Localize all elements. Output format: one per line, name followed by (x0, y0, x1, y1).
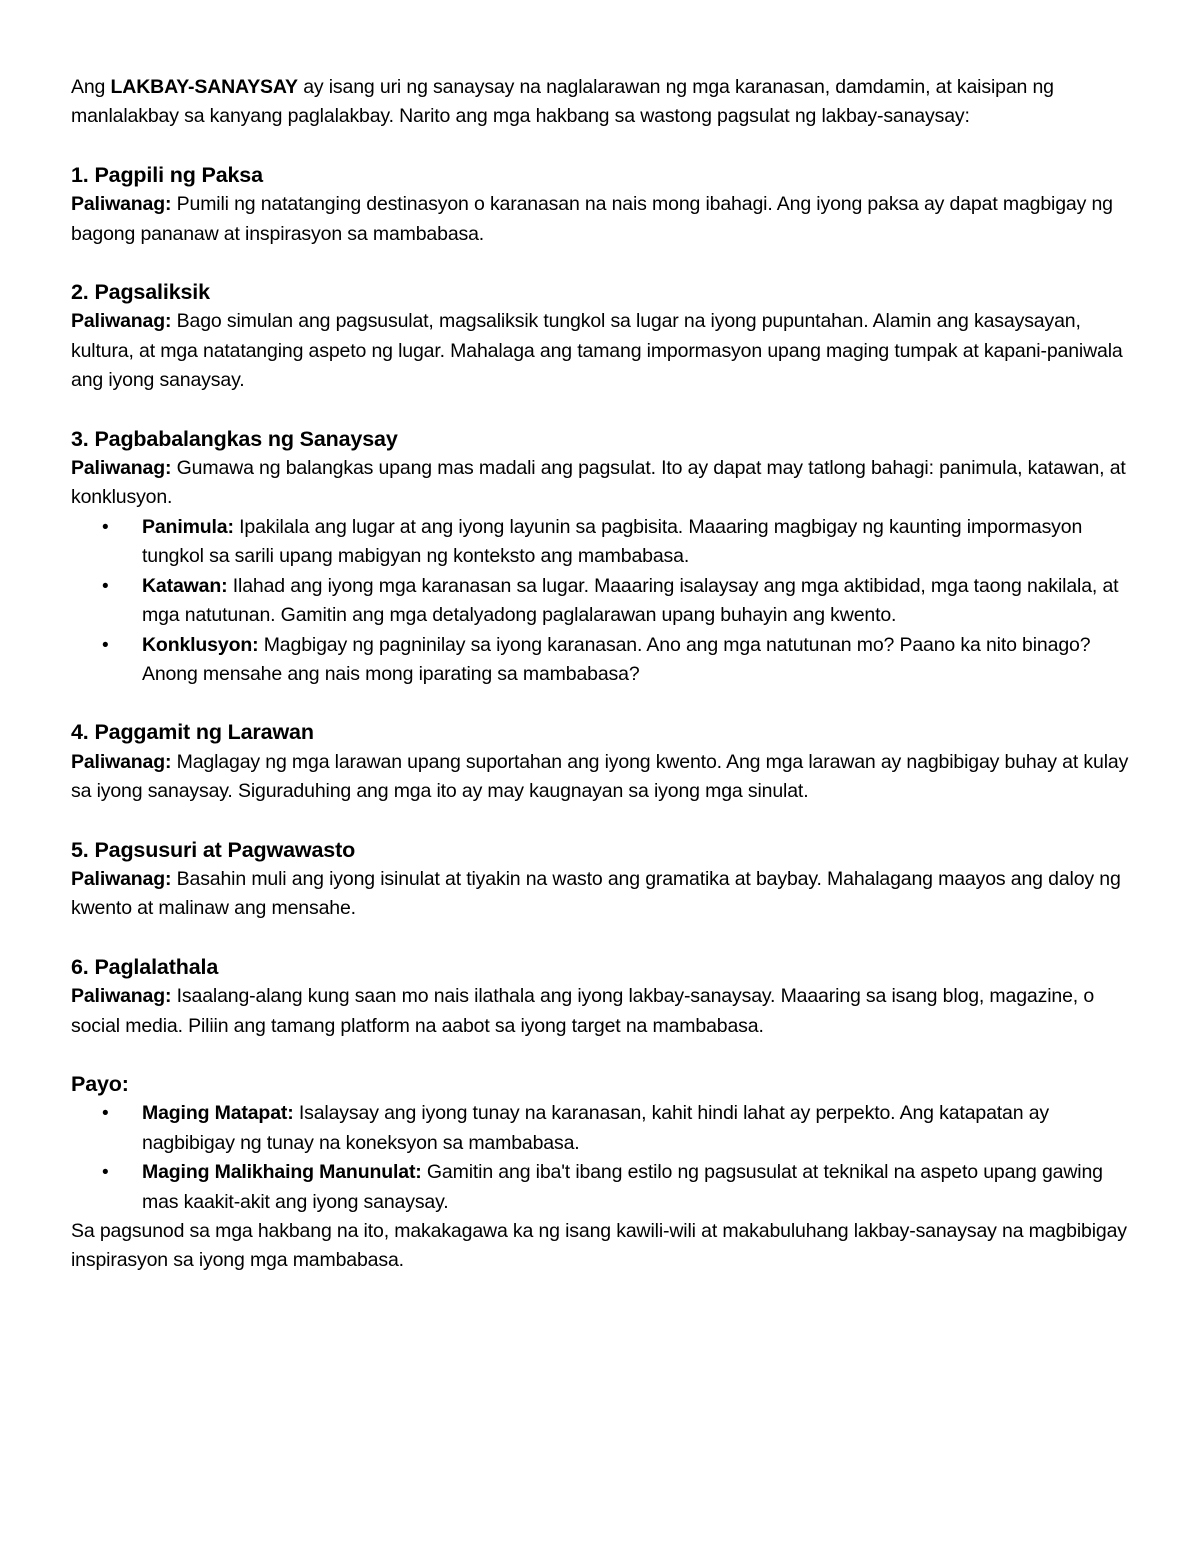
advice-bullet-list (71, 1099, 1131, 1217)
section-title: 5. Pagsusuri at Pagwawasto (71, 837, 356, 862)
intro-prefix: Ang (71, 76, 111, 98)
closing-paragraph: Sa pagsunod sa mga hakbang na ito, makakagawa ka ng isang kawili-wili at makabuluhang lakbay-sanaysay na magbibigay inspirasyon sa iyong mga mambabasa. (71, 1220, 1127, 1272)
explain-label: Paliwanag: (71, 193, 172, 216)
advice-section (71, 1070, 1131, 1217)
outline-bullet-list (71, 513, 1131, 689)
section-title: 4. Paggamit ng Larawan (71, 720, 314, 745)
bullet-text: Ipakilala ang lugar at ang iyong layunin sa pagbisita. Maaaring magbigay ng kaunting impormasyon tungkol sa sarili upang mabigyan ng konteksto ang mambabasa. (142, 515, 1083, 568)
bullet-icon: • (102, 1103, 109, 1125)
section-title: 6. Paglalathala (71, 954, 219, 979)
list-item (71, 572, 1131, 631)
bullet-text: Ilahad ang iyong mga karanasan sa lugar. Maaaring isalaysay ang mga aktibidad, mga taong nakilala, at mga natutunan. Gamitin ang mga detalyadong paglalarawan upang buhayin ang kwento. (142, 574, 1119, 627)
section-explanation (71, 865, 1131, 924)
section-title: 2. Pagsaliksik (71, 280, 210, 305)
advice-title: Payo: (71, 1071, 129, 1096)
section-paglalathala (71, 953, 1131, 1041)
bullet-icon: • (102, 516, 109, 538)
section-pagsaliksik (71, 278, 1131, 396)
bullet-text: Gamitin ang iba't ibang estilo ng pagsusulat at teknikal na aspeto upang gawing mas kaakit-akit ang iyong sanaysay. (142, 1161, 1103, 1213)
section-title: 3. Pagbabalangkas ng Sanaysay (71, 426, 398, 451)
bullet-icon: • (102, 1162, 109, 1184)
explain-text: Maglagay ng mga larawan upang suportahan ang iyong kwento. Ang mga larawan ay nagbibigay buhay at kulay sa iyong sanaysay. Siguraduhing ang mga ito ay may kaugnayan sa iyong mga sinulat. (71, 750, 1129, 803)
bullet-icon: • (102, 575, 109, 597)
bullet-icon: • (102, 634, 109, 656)
bullet-label: Katawan: (142, 574, 228, 597)
intro-text: ay isang uri ng sanaysay na naglalarawan ng mga karanasan, damdamin, at kaisipan ng manlalakbay sa kanyang paglalakbay. Narito ang mga hakbang sa wastong pagsulat ng lakbay-sanaysay: (71, 76, 1054, 128)
intro-term: LAKBAY-SANAYSAY (110, 76, 298, 98)
section-pagsusuri-at-pagwawasto (71, 836, 1131, 924)
document-page (71, 73, 1131, 1276)
section-pagpili-ng-paksa (71, 161, 1131, 249)
explain-text: Gumawa ng balangkas upang mas madali ang pagsulat. Ito ay dapat may tatlong bahagi: panimula, katawan, at konklusyon. (71, 457, 1126, 509)
list-item (71, 1158, 1131, 1217)
list-item (71, 513, 1131, 572)
explain-text: Pumili ng natatanging destinasyon o karanasan na nais mong ibahagi. Ang iyong paksa ay dapat magbigay ng bagong pananaw at inspirasyon sa mambabasa. (71, 193, 1113, 245)
list-item (71, 1099, 1131, 1158)
explain-label: Paliwanag: (71, 457, 172, 480)
section-paggamit-ng-larawan (71, 718, 1131, 806)
bullet-text: Magbigay ng pagninilay sa iyong karanasan. Ano ang mga natutunan mo? Paano ka nito binago? Anong mensahe ang nais mong iparating sa mambabasa? (142, 633, 1091, 685)
section-explanation (71, 982, 1131, 1041)
explain-label: Paliwanag: (71, 310, 172, 333)
bullet-label: Panimula: (142, 515, 234, 538)
explain-label: Paliwanag: (71, 985, 172, 1008)
section-explanation (71, 190, 1131, 249)
section-explanation (71, 748, 1131, 807)
section-title: 1. Pagpili ng Paksa (71, 162, 263, 187)
bullet-label: Konklusyon: (142, 633, 259, 656)
explain-label: Paliwanag: (71, 750, 172, 773)
intro-paragraph (71, 73, 1131, 132)
bullet-text: Isalaysay ang iyong tunay na karanasan, kahit hindi lahat ay perpekto. Ang katapatan ay nagbibigay ng tunay na koneksyon sa mambabasa. (142, 1102, 1049, 1154)
explain-text: Isaalang-alang kung saan mo nais ilathala ang iyong lakbay-sanaysay. Maaaring sa isang blog, magazine, o social media. Piliin ang tamang platform na aabot sa iyong target na mambabasa. (71, 985, 1095, 1037)
section-explanation (71, 307, 1131, 395)
explain-label: Paliwanag: (71, 867, 172, 890)
bullet-label: Maging Matapat: (142, 1102, 294, 1125)
section-explanation (71, 454, 1131, 513)
explain-text: Bago simulan ang pagsusulat, magsaliksik tungkol sa lugar na iyong pupuntahan. Alamin ang kasaysayan, kultura, at mga natatanging aspeto ng lugar. Mahalaga ang tamang impormasyon upang maging tumpak at kapani-paniwala ang iyong sanaysay. (71, 310, 1123, 392)
list-item (71, 631, 1131, 690)
section-pagbabalangkas (71, 425, 1131, 690)
explain-text: Basahin muli ang iyong isinulat at tiyakin na wasto ang gramatika at baybay. Mahalagang maayos ang daloy ng kwento at malinaw ang mensahe. (71, 867, 1121, 920)
bullet-label: Maging Malikhaing Manunulat: (142, 1161, 422, 1184)
